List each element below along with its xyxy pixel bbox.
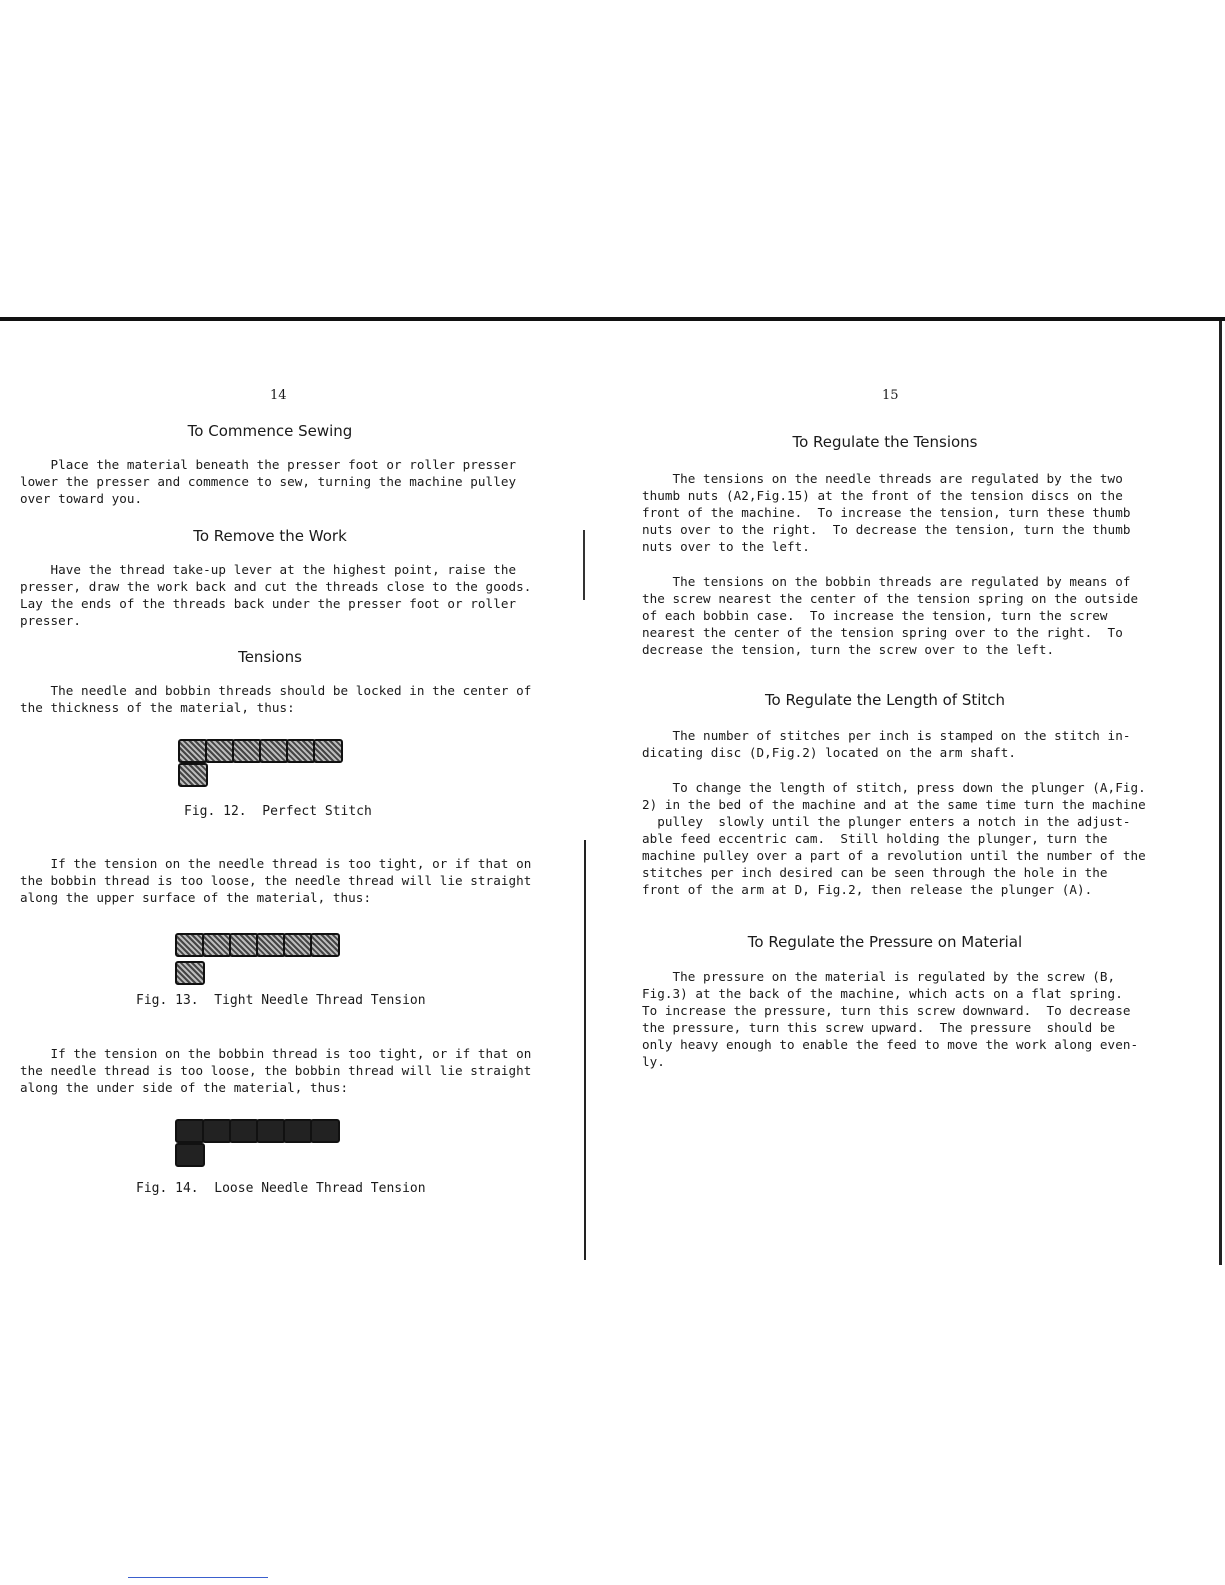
paragraph-line: presser. bbox=[20, 613, 82, 628]
paragraph-line: If the tension on the bobbin thread is too tight, or if that on bbox=[20, 1046, 532, 1061]
paragraph-line: able feed eccentric cam. Still holding the plunger, turn the bbox=[642, 831, 1108, 846]
paragraph-line: presser, draw the work back and cut the threads close to the goods. bbox=[20, 579, 532, 594]
paragraph-line: 2) in the bed of the machine and at the same time turn the machine bbox=[642, 797, 1146, 812]
paragraph-line: To change the length of stitch, press down the plunger (A,Fig. bbox=[642, 780, 1146, 795]
figure-loose-tension bbox=[175, 1119, 360, 1151]
figure-perfect-stitch bbox=[178, 739, 363, 771]
paragraph-line: along the upper surface of the material, thus: bbox=[20, 890, 372, 905]
paragraph-line: thumb nuts (A2,Fig.15) at the front of the tension discs on the bbox=[642, 488, 1123, 503]
paragraph-line: the pressure, turn this screw upward. The pressure should be bbox=[642, 1020, 1116, 1035]
paragraph-line: Have the thread take-up lever at the highest point, raise the bbox=[20, 562, 517, 577]
paragraph-line: pulley slowly until the plunger enters a notch in the adjust- bbox=[642, 814, 1131, 829]
paragraph-line: nearest the center of the tension spring over to the right. To bbox=[642, 625, 1123, 640]
paragraph-line: The needle and bobbin threads should be locked in the center of bbox=[20, 683, 532, 698]
paragraph-line: decrease the tension, turn the screw over to the left. bbox=[642, 642, 1055, 657]
paragraph-line: machine pulley over a part of a revolution until the number of the bbox=[642, 848, 1146, 863]
paragraph-line: To increase the pressure, turn this screw downward. To decrease bbox=[642, 1003, 1131, 1018]
right-page bbox=[590, 321, 1225, 1265]
heading-remove-work: To Remove the Work bbox=[193, 527, 347, 545]
paragraph-line: front of the arm at D, Fig.2, then release the plunger (A). bbox=[642, 882, 1093, 897]
paragraph-line: The tensions on the bobbin threads are regulated by means of bbox=[642, 574, 1131, 589]
paragraph-line: stitches per inch desired can be seen through the hole in the bbox=[642, 865, 1108, 880]
page-number: 15 bbox=[882, 388, 899, 403]
page-number: 14 bbox=[270, 388, 287, 403]
left-page bbox=[0, 321, 590, 1265]
heading-length-of-stitch: To Regulate the Length of Stitch bbox=[764, 691, 1006, 709]
paragraph-line: Fig.3) at the back of the machine, which acts on a flat spring. bbox=[642, 986, 1123, 1001]
bottom-link-underline bbox=[128, 1577, 268, 1578]
paragraph-line: The tensions on the needle threads are regulated by the two bbox=[642, 471, 1123, 486]
paragraph-line: Place the material beneath the presser foot or roller presser bbox=[20, 457, 517, 472]
paragraph-line: lower the presser and commence to sew, turning the machine pulley bbox=[20, 474, 517, 489]
figure-tight-tension bbox=[175, 929, 360, 961]
paragraph-line: the thickness of the material, thus: bbox=[20, 700, 295, 715]
heading-regulate-tensions: To Regulate the Tensions bbox=[792, 433, 978, 451]
paragraph-line: only heavy enough to enable the feed to move the work along even- bbox=[642, 1037, 1139, 1052]
paragraph-line: along the under side of the material, thus: bbox=[20, 1080, 349, 1095]
paragraph-line: the screw nearest the center of the tension spring on the outside bbox=[642, 591, 1139, 606]
paragraph-line: dicating disc (D,Fig.2) located on the arm shaft. bbox=[642, 745, 1016, 760]
figure-caption: Fig. 14. Loose Needle Thread Tension bbox=[136, 1181, 426, 1196]
paragraph-line: If the tension on the needle thread is too tight, or if that on bbox=[20, 856, 532, 871]
paragraph-line: the needle thread is too loose, the bobbin thread will lie straight bbox=[20, 1063, 532, 1078]
heading-tensions: Tensions bbox=[238, 648, 302, 666]
heading-commence-sewing: To Commence Sewing bbox=[187, 422, 353, 440]
paragraph-line: the bobbin thread is too loose, the needle thread will lie straight bbox=[20, 873, 532, 888]
paragraph-line: of each bobbin case. To increase the tension, turn the screw bbox=[642, 608, 1108, 623]
paragraph-line: The number of stitches per inch is stamped on the stitch in- bbox=[642, 728, 1131, 743]
paragraph-line: Lay the ends of the threads back under the presser foot or roller bbox=[20, 596, 517, 611]
paragraph-line: The pressure on the material is regulated by the screw (B, bbox=[642, 969, 1116, 984]
paragraph-line: nuts over to the right. To decrease the tension, turn the thumb bbox=[642, 522, 1131, 537]
paragraph-line: over toward you. bbox=[20, 491, 143, 506]
figure-caption: Fig. 13. Tight Needle Thread Tension bbox=[136, 993, 426, 1008]
paragraph-line: ly. bbox=[642, 1054, 665, 1069]
heading-pressure-on-material: To Regulate the Pressure on Material bbox=[747, 933, 1023, 951]
paragraph-line: front of the machine. To increase the tension, turn these thumb bbox=[642, 505, 1131, 520]
figure-caption: Fig. 12. Perfect Stitch bbox=[184, 804, 372, 819]
paragraph-line: nuts over to the left. bbox=[642, 539, 810, 554]
